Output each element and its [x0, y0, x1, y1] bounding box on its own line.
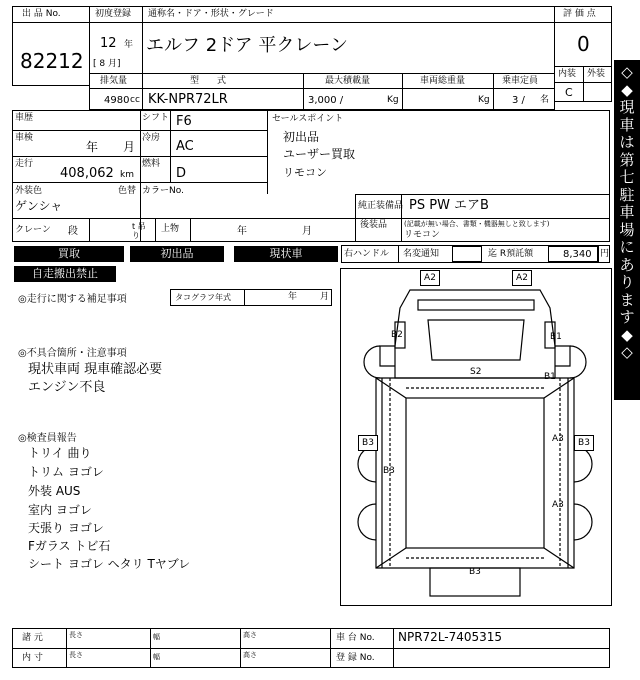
tag-buy: 買取: [14, 246, 124, 262]
first-reg-month: [ 8 月]: [93, 59, 121, 69]
mark-b3-left-lower: B3: [383, 466, 395, 476]
inspector-item-7: シート ヨゴレ ヘタリ Tヤブレ: [28, 557, 191, 571]
aftermarket: リモコン: [404, 230, 441, 240]
mark-b3-bottom: B3: [469, 567, 481, 577]
mark-b1-mid: B1: [544, 372, 556, 382]
displacement: 4980: [104, 95, 130, 106]
defect-label: ◎不具合箇所・注意事項: [18, 348, 127, 359]
inspector-item-5: 天張り ヨゴレ: [28, 521, 104, 535]
inspector-item-4: 室内 ヨゴレ: [28, 503, 92, 517]
overall-grade: 0: [577, 32, 590, 56]
inspector-item-1: トリイ 曲り: [28, 446, 92, 460]
mileage: 408,062: [60, 166, 114, 181]
interior-grade: C: [565, 86, 573, 99]
mark-a2-right: A2: [512, 270, 532, 286]
capacity: 3 /: [512, 95, 525, 106]
tag-first-listing: 初出品: [130, 246, 224, 262]
mark-b2: B2: [391, 330, 403, 340]
mark-s2: S2: [470, 367, 482, 377]
chassis-number: NPR72L-7405315: [398, 630, 503, 644]
mark-b3-left-tag: B3: [358, 435, 378, 451]
steering: 右ハンドル: [344, 249, 390, 259]
lot-number: 82212: [20, 49, 84, 73]
max-load: 3,000 /: [308, 95, 344, 106]
mark-b1-top: B1: [550, 332, 562, 342]
mark-a3-lower: A3: [552, 500, 564, 510]
truck-outline-diagram: [340, 268, 612, 606]
mark-b3-right-tag: B3: [574, 435, 594, 451]
grade-label: 評 価 点: [563, 9, 596, 19]
inspector-item-3: 外装 AUS: [28, 484, 81, 498]
drive-note-label: ◎走行に関する補足事項: [18, 294, 127, 305]
inspector-item-2: トリム ヨゴレ: [28, 465, 104, 479]
sales-point-1: 初出品: [283, 130, 320, 144]
sales-point-3: リモコン: [283, 166, 327, 179]
air-conditioner: AC: [176, 139, 194, 154]
equipment: PS PW エアB: [409, 198, 489, 213]
car-name-label: 通称名・ドア・形状・グレード: [148, 9, 274, 19]
tag-as-is: 現状車: [234, 246, 338, 262]
first-reg-year: 12: [100, 36, 117, 51]
sales-point-2: ユーザー買取: [283, 147, 356, 161]
defect-2: エンジン不良: [28, 380, 106, 395]
mark-a2-left: A2: [420, 270, 440, 286]
inspector-label: ◎検査員報告: [18, 433, 77, 444]
lot-label: 出 品 No.: [22, 9, 61, 19]
tag-no-self-drive: 自走搬出禁止: [14, 266, 116, 282]
shift: F6: [176, 114, 192, 129]
side-notice: ◇ ◆ 現 車 は 第 七 駐 車 場 に あ り ま す ◆ ◇: [614, 60, 640, 400]
mark-a3-upper: A3: [552, 434, 564, 444]
recycle-fee: 8,340: [563, 249, 592, 260]
defect-1: 現状車両 現車確認必要: [28, 362, 163, 377]
model-code: KK-NPR72LR: [148, 92, 228, 107]
body-color: ゲンシャ: [15, 199, 63, 213]
first-reg-label: 初度登録: [95, 9, 132, 19]
fuel: D: [176, 166, 187, 181]
inspector-item-6: Fガラス トビ石: [28, 539, 111, 553]
car-name: エルフ 2ドア 平クレーン: [146, 35, 348, 56]
